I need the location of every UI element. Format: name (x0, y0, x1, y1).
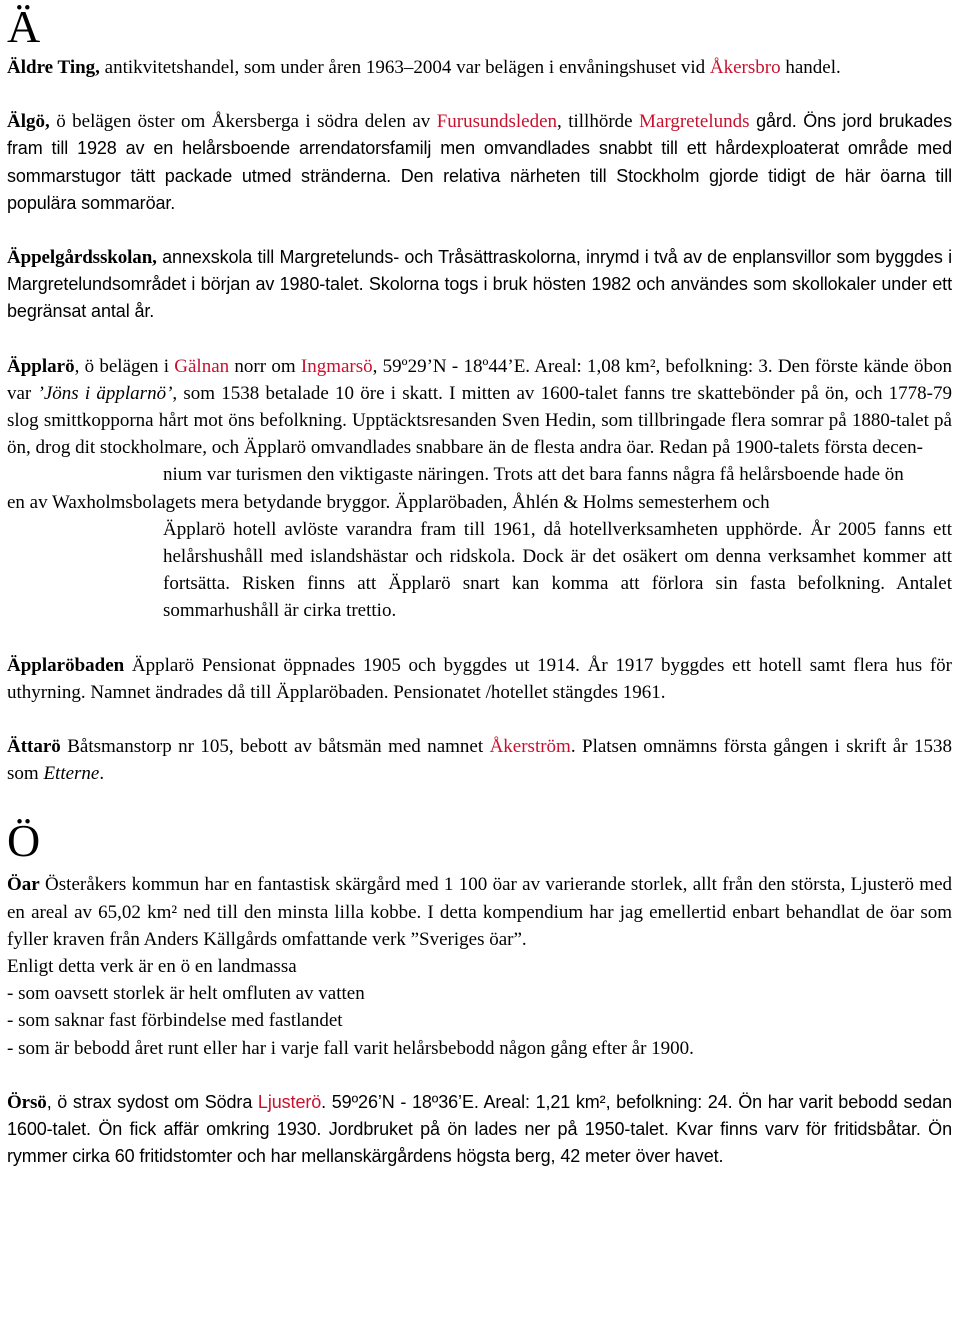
entry-head: Ättarö (7, 736, 61, 758)
list-item: - som saknar fast förbindelse med fastlandet (7, 1010, 343, 1032)
entry-orso: Örsö, ö strax sydost om Södra Ljusterö. 59º26’N - 18º36’E. Areal: 1,21 km², befolkning: 24. Ön har varit bebodd sedan 1600-talet. Ön fick affär omkring 1930. Jordbruket på ön lades ner på 1950-talet. Kvar finns varv för fritidsbåtar. Ön rymmer cirka 60 fritidstomter och har mellanskärgårdens högsta berg, 42 meter över havet. (7, 1091, 953, 1167)
indented-block-2: Äpplarö hotell avlöste varandra fram till 1961, då hotellverksamheten upphörde. År 2005 fanns ett helårshushåll med islandshästar och ridskola. Dock är det osäkert om denna verksamhet kommer att fortsätta. Risken finns att Äpplarö snart kan komma att förlora sin fasta befolkning. Antalet sommarhushåll är cirka trettio. (163, 518, 952, 622)
list-item: - som är bebodd året runt eller har i varje fall varit helårsbebodd någon gång efter år 1900. (7, 1037, 694, 1059)
entry-applaro: Äpplarö, ö belägen i Gälnan norr om Ingmarsö, 59º29’N - 18º44’E. Areal: 1,08 km², befolkning: 3. Den förste kände öbon var ’Jöns i äpplarnö’, som 1538 betalade 10 öre i skatt. I mitten av 1600-talet fanns tre skattebönder på ön, och 1778-79 slog smittkopporna hårt mot öns befolkning. Upptäcktsresanden Sven Hedin, som tillbringade flera somrar på 1880-talet på ön, drog dit stockholmare, och Äpplarö omvandlades snabbare än de flesta andra öar. Redan på 1900-talets första decen- nium var turismen den viktigaste näringen. Trots att det bara fanns några få helårsboende hade ön en av Waxholmsbolagets mera betydande bryggor. Äpplaröbaden, Åhlén & Holms semesterhem och Äpplarö hotell avlöste varandra fram till 1961, då hotellverksamheten upphörde. År 2005 fanns ett helårshushåll med islandshästar och ridskola. Dock är det osäkert om denna verksamhet kommer att fortsätta. Risken finns att Äpplarö snart kan komma att förlora sin fasta befolkning. Antalet sommarhushåll är cirka trettio. (7, 353, 952, 625)
entry-head: Älgö, (7, 111, 50, 133)
entry-head: Äldre Ting, (7, 57, 100, 78)
entry-applarobaden: Äpplaröbaden Äpplarö Pensionat öppnades 1905 och byggdes ut 1914. År 1917 byggdes ett hotell samt flera hus för uthyrning. Namnet ändrades då till Äpplaröbaden. Pensionatet /hotellet stängdes 1961. (7, 654, 952, 703)
definition-intro: Enligt detta verk är en ö en landmassa (7, 956, 297, 978)
link-akerstrom[interactable]: Åkerström (489, 736, 571, 758)
entry-head: Örsö (7, 1091, 47, 1113)
link-ingmarso[interactable]: Ingmarsö (300, 355, 373, 377)
quote-jons: ’Jöns i äpplarnö’ (37, 382, 173, 404)
indented-block-1: nium var turismen den viktigaste näringen. Trots att det bara fanns några få helårsboende hade ön (163, 464, 904, 486)
entry-head: Äppelgårdsskolan, (7, 247, 157, 269)
definition-list (7, 980, 952, 1062)
section-letter-a: Ä (7, 1, 41, 52)
entry-algo: Älgö, ö belägen öster om Åkersberga i södra delen av Furusundsleden, tillhörde Margretelunds gård. Öns jord brukades fram till 1928 av en helårsboende arrendatorsfamilj men omvandlades snabbt till ett hårdexploaterat område med sommarstugor tätt packade utmed stränderna. Den relativa närheten till Stockholm gjorde tidigt de här öarna till populära sommaröar. (7, 111, 952, 213)
link-margretelunds[interactable]: Margretelunds (639, 111, 750, 133)
link-furusundsleden[interactable]: Furusundsleden (436, 111, 558, 133)
entry-appelgardsskolan: Äppelgårdsskolan, annexskola till Margretelunds- och Tråsättraskolorna, inrymd i två av de enplansvillor som byggdes i Margretelundsområdet i början av 1980-talet. Skolorna togs i bruk hösten 1982 och användes som skollokaler under ett begränsat antal år. (7, 247, 952, 322)
line-waxholm: en av Waxholmsbolagets mera betydande bryggor. Äpplaröbaden, Åhlén & Holms semesterhem och (7, 491, 770, 513)
entry-attaro: Ättarö Båtsmanstorp nr 105, bebott av båtsmän med namnet Åkerström. Platsen omnämns första gången i skrift år 1538 som Etterne. (7, 736, 952, 785)
link-ljustero[interactable]: Ljusterö (257, 1091, 322, 1112)
entry-oar: Öar Österåkers kommun har en fantastisk skärgård med 1 100 öar av varierande storlek, allt från den största, Ljusterö med en areal av 65,02 km² ned till den minsta lilla kobbe. I detta kompendium har jag emellertid enbart behandlat de öar som fyller kraven från Anders Källgårds omfattande verk ”Sveriges öar”. Enligt detta verk är en ö en landmassa - som oavsett storlek är helt omfluten av vatten - som saknar fast förbindelse med fastlandet - som är bebodd året runt eller har i varje fall varit helårsbebodd någon gång efter år 1900. (7, 871, 952, 1061)
link-akersbro[interactable]: Åkersbro (709, 57, 781, 78)
entry-head: Äpplarö (7, 355, 75, 377)
entry-head: Öar (7, 874, 40, 896)
link-galnan[interactable]: Gälnan (174, 355, 230, 377)
entry-aldre-ting: Äldre Ting, antikvitetshandel, som under åren 1963–2004 var belägen i envåningshuset vid Åkersbro handel. (7, 57, 841, 78)
list-item: - som oavsett storlek är helt omfluten av vatten (7, 983, 365, 1005)
entry-head: Äpplaröbaden (7, 654, 125, 676)
section-letter-o: Ö (7, 815, 41, 867)
